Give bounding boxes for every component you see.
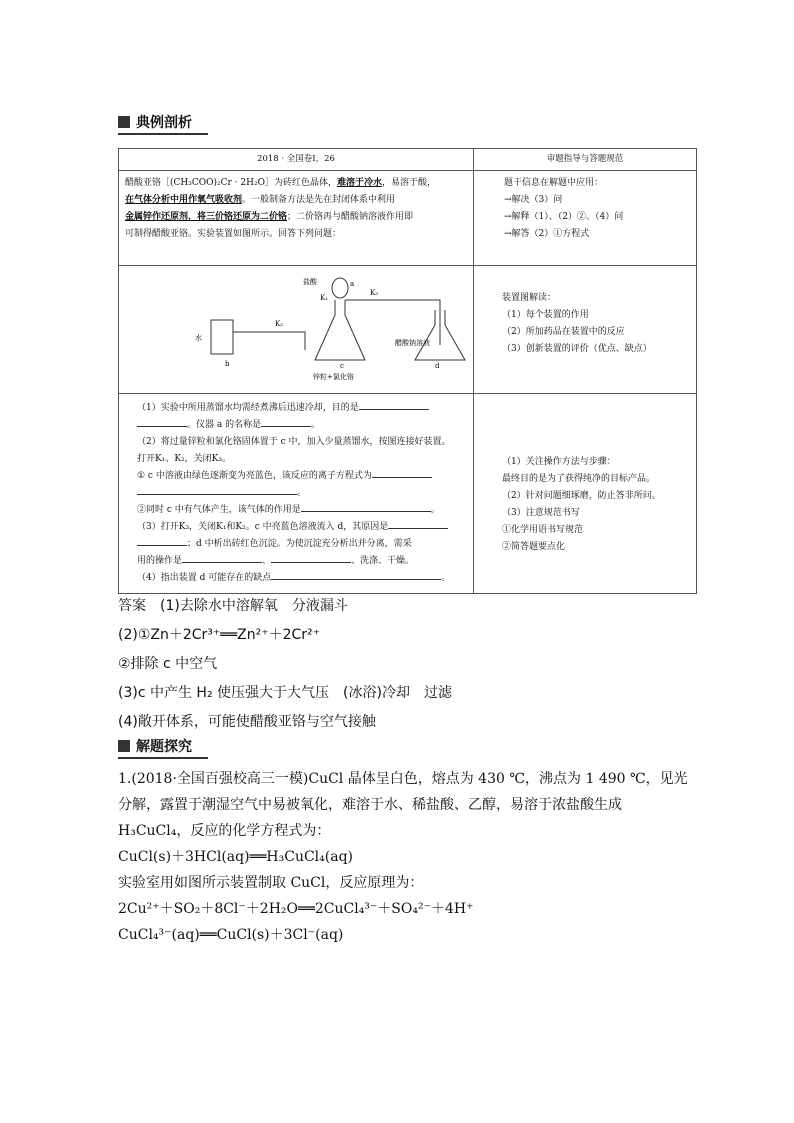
section-heading-1: 典例剖析 (118, 112, 192, 132)
problem-text: 1.(2018·全国百强校高三一模)CuCl 晶体呈白色，熔点为 430 ℃，沸点为 1 490 ℃，见光分解，露置于潮湿空气中易被氧化，难溶于水、稀盐酸、乙醇，易溶于浓盐酸生成 H₃CuCl₄，反应的化学方程式为： CuCl(s)＋3HCl(aq)══H₃CuCl₄(aq) 实验室用如图所示装置制取 CuCl，反应原理为： 2Cu²⁺＋SO₂＋8Cl⁻＋2H₂O══2CuCl₄³⁻＋SO₄²⁻＋4H⁺ CuCl₄³⁻(aq)══CuCl(s)＋3Cl⁻(aq) (118, 771, 688, 943)
diagram-notes: 装置图解读： （1）每个装置的作用 （2）所加药品在装置中的反应 （3）创新装置的评价（优点、缺点） (474, 266, 697, 394)
svg-text:K₂: K₂ (275, 320, 284, 328)
svg-text:水: 水 (195, 334, 202, 342)
guide-cell: 题干信息在解题中应用： →解决（3）问 →解释（1）、（2）②、（4）问 →解答（2）①方程式 (474, 171, 697, 266)
svg-text:醋酸钠溶液: 醋酸钠溶液 (395, 339, 430, 347)
answer-tips: （1）关注操作方法与步骤： 最终目的是为了获得纯净的目标产品。 （2）针对问题细琢磨，防止答非所问。 （3）注意规范书写 ①化学用语书写规范 ②简答题要点化 (474, 394, 697, 594)
svg-text:c: c (340, 362, 344, 370)
svg-text:K₁: K₁ (320, 294, 329, 302)
section-marker-icon (118, 740, 130, 752)
svg-text:K₃: K₃ (370, 289, 379, 297)
section-heading-2: 解题探究 (118, 736, 192, 756)
svg-text:b: b (225, 360, 230, 368)
svg-text:d: d (435, 362, 440, 370)
svg-text:锌粒+氯化铬: 锌粒+氯化铬 (313, 373, 354, 381)
question-intro: 醋酸亚铬［(CH₃COO)₂Cr · 2H₂O］为砖红色晶体，难溶于冷水，易溶于酸， 在气体分析中用作氧气吸收剂。一般制备方法是先在封闭体系中利用 金属锌作还原剂，将三价铬还原为二价铬；二价铬再与醋酸钠溶液作用即 可制得醋酸亚铬。实验装置如图所示。回答下列问题： (119, 171, 474, 266)
svg-text:盐酸: 盐酸 (303, 278, 317, 286)
apparatus-diagram (195, 270, 440, 382)
section-marker-icon (118, 116, 130, 128)
questions: （1）实验中所用蒸馏水均需经煮沸后迅速冷却，目的是 。仪器 a 的名称是 。 （2）将过量锌粒和氯化铬固体置于 c 中，加入少量蒸馏水，按图连接好装置。 打开K₁、K₂，关闭K₃。 ① c 中溶液由绿色逐渐变为亮蓝色，该反应的离子方程式为 。 ②同时 c 中有气体产生，该气体的作用是 。 （3）打开K₃，关闭K₁和K₂。c 中亮蓝色溶液流入 d，其原因是 ；d 中析出砖红色沉淀。为使沉淀充分析出并分离，需采 用的操作是 、 、洗涤、干燥。 （4）指出装置 d 可能存在的缺点 。 (119, 394, 474, 594)
analysis-table: 2018 · 全国卷Ⅰ，26 审题指导与答题规范 醋酸亚铬［(CH₃COO)₂Cr · 2H₂O］为砖红色晶体，难溶于冷水，易溶于酸， 在气体分析中用作氧气吸收剂。一般制备方法是先在封闭体系中利用 金属锌作还原剂，将三价铬还原为二价铬；二价铬再与醋酸钠溶液作用即 可制得醋酸亚铬。实验装置如图所示。回答下列问题： 题干信息在解题中应用： →解决（3）问 →解释（1）、（2）②、（4）问 →解答（2）①方程式 水 盐酸 K₁ K₃ K₂ a b c d 醋酸钠溶液 锌粒+氯化铬 装置图解读： （1）每个装置的作用 （2）所加药品在装置中的反应 （3）创新装置的评价（优点、缺点） （1）实验中所用蒸馏水均需经煮沸后迅速冷却，目的是 。仪器 a 的名称是 。 （2）将过量锌粒和氯化铬固体置于 c 中，加入少量蒸馏水，按图连接好装置。 打开K₁、K₂，关闭K₃。 ① c 中溶液由绿色逐渐变为亮蓝色，该反应的离子方程式为 。 ②同时 c 中有气体产生，该气体的作用是 。 （3）打开K₃，关闭K₁和K₂。c 中亮蓝色溶液流入 d，其原因是 ；d 中析出砖红色沉淀。为使沉淀充分析出并分离，需采 用的操作是 、 、洗涤、干燥。 （4）指出装置 d 可能存在的缺点 。 （1）关注操作方法与步骤： 最终目的是为了获得纯净的目标产品。 （2）针对问题细琢磨，防止答非所问。 （3）注意规范书写 ①化学用语书写规范 ②简答题要点化 (118, 148, 697, 594)
svg-text:a: a (350, 280, 355, 288)
apparatus-cell (119, 266, 474, 394)
answer-block: 答案 (1)去除水中溶解氧 分液漏斗 (2)①Zn＋2Cr³⁺══Zn²⁺＋2Cr²⁺ ②排除 c 中空气 (3)c 中产生 H₂ 使压强大于大气压 (冰浴)冷却 过滤 (4)敞开体系，可能使醋酸亚铬与空气接触 (118, 598, 452, 730)
